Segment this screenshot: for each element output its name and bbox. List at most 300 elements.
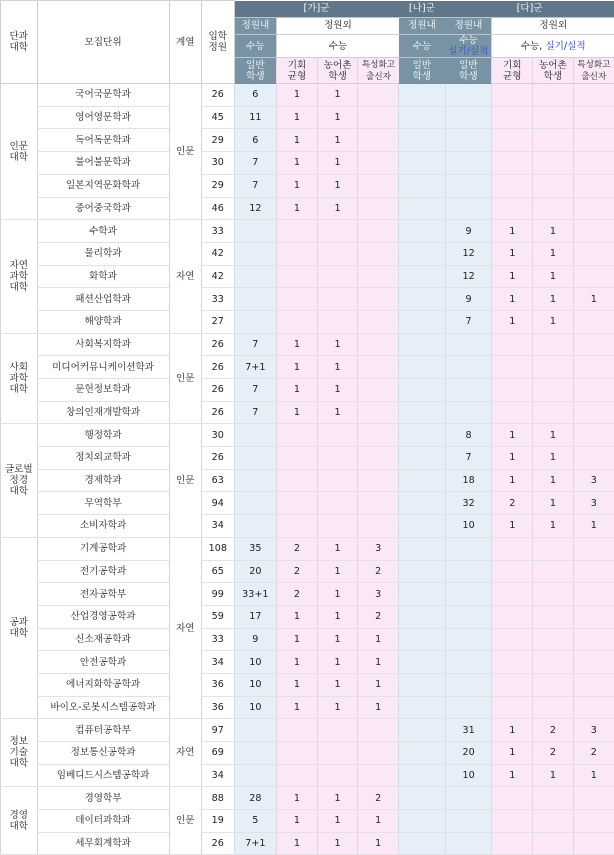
total-quota: 34: [202, 651, 234, 674]
da-general-cell: [445, 152, 492, 175]
department-name: 데이터과학과: [37, 810, 169, 833]
table-row: [1, 742, 614, 765]
da-special-cell: [573, 401, 614, 424]
total-quota: 30: [202, 152, 234, 175]
da-equal-cell: 1: [492, 424, 533, 447]
da-general-cell: 18: [445, 469, 492, 492]
ga-rural-cell: 1: [317, 605, 358, 628]
ga-general-cell: 10: [234, 673, 277, 696]
da-general-cell: [445, 810, 492, 833]
na-general-cell: [399, 537, 446, 560]
department-name: 물리학과: [37, 242, 169, 265]
ga-equal-cell: 1: [277, 84, 318, 107]
department-name: 일본지역문화학과: [37, 174, 169, 197]
total-quota: 26: [202, 333, 234, 356]
table-row: [1, 696, 614, 719]
na-general-cell: [399, 424, 446, 447]
da-rural-cell: 1: [533, 220, 574, 243]
da-equal-cell: [492, 651, 533, 674]
da-equal-cell: [492, 401, 533, 424]
ga-equal-cell: [277, 220, 318, 243]
ga-general-cell: [234, 242, 277, 265]
ga-general-cell: [234, 469, 277, 492]
da-general-cell: [445, 333, 492, 356]
da-general-cell: [445, 787, 492, 810]
table-row: [1, 310, 614, 333]
na-general-cell: [399, 174, 446, 197]
da-special-cell: [573, 356, 614, 379]
ga-special-cell: [358, 719, 399, 742]
total-quota: 26: [202, 401, 234, 424]
da-general-cell: [445, 129, 492, 152]
ga-equal-cell: 2: [277, 537, 318, 560]
ga-rural-cell: [317, 242, 358, 265]
header-ga-group: [가]군: [234, 1, 399, 18]
da-equal-cell: [492, 333, 533, 356]
table-row: [1, 197, 614, 220]
da-special-cell: 1: [573, 288, 614, 311]
ga-general-cell: 33+1: [234, 583, 277, 606]
da-special-cell: [573, 106, 614, 129]
ga-general-cell: [234, 265, 277, 288]
ga-general-cell: 11: [234, 106, 277, 129]
header-da-rural: 농어촌 학생: [533, 58, 574, 84]
da-general-cell: [445, 832, 492, 855]
ga-rural-cell: 1: [317, 84, 358, 107]
da-rural-cell: 1: [533, 515, 574, 538]
ga-equal-cell: 2: [277, 583, 318, 606]
ga-equal-cell: 1: [277, 174, 318, 197]
da-special-cell: [573, 174, 614, 197]
total-quota: 26: [202, 356, 234, 379]
header-ga-out-quota: 정원외: [277, 18, 399, 35]
department-name: 패션산업학과: [37, 288, 169, 311]
da-general-cell: 9: [445, 220, 492, 243]
table-row: [1, 401, 614, 424]
ga-rural-cell: 1: [317, 379, 358, 402]
table-row: [1, 265, 614, 288]
ga-general-cell: [234, 310, 277, 333]
da-rural-cell: 1: [533, 492, 574, 515]
na-general-cell: [399, 673, 446, 696]
da-equal-cell: [492, 152, 533, 175]
ga-equal-cell: [277, 265, 318, 288]
ga-general-cell: 6: [234, 84, 277, 107]
department-name: 영어영문학과: [37, 106, 169, 129]
na-general-cell: [399, 583, 446, 606]
ga-special-cell: 3: [358, 537, 399, 560]
da-general-cell: 7: [445, 310, 492, 333]
da-special-cell: [573, 424, 614, 447]
da-special-cell: [573, 560, 614, 583]
da-general-cell: 20: [445, 742, 492, 765]
ga-rural-cell: 1: [317, 696, 358, 719]
ga-special-cell: 1: [358, 696, 399, 719]
table-row: [1, 84, 614, 107]
ga-special-cell: [358, 447, 399, 470]
da-general-cell: [445, 356, 492, 379]
ga-rural-cell: 1: [317, 673, 358, 696]
na-general-cell: [399, 356, 446, 379]
da-rural-cell: [533, 401, 574, 424]
table-row: [1, 673, 614, 696]
da-special-cell: [573, 696, 614, 719]
da-special-cell: [573, 447, 614, 470]
total-quota: 33: [202, 288, 234, 311]
da-equal-cell: [492, 832, 533, 855]
ga-rural-cell: [317, 764, 358, 787]
da-special-cell: [573, 537, 614, 560]
ga-equal-cell: 1: [277, 651, 318, 674]
da-general-cell: [445, 106, 492, 129]
ga-rural-cell: 1: [317, 401, 358, 424]
ga-general-cell: [234, 742, 277, 765]
da-general-cell: 8: [445, 424, 492, 447]
na-general-cell: [399, 651, 446, 674]
total-quota: 26: [202, 447, 234, 470]
da-rural-cell: [533, 673, 574, 696]
department-name: 전자공학부: [37, 583, 169, 606]
ga-special-cell: [358, 288, 399, 311]
da-special-cell: [573, 197, 614, 220]
da-general-cell: [445, 174, 492, 197]
ga-rural-cell: 1: [317, 356, 358, 379]
na-general-cell: [399, 310, 446, 333]
department-name: 세무회계학과: [37, 832, 169, 855]
da-rural-cell: [533, 106, 574, 129]
college-name: 글로벌 정경 대학: [1, 424, 38, 537]
da-equal-cell: [492, 696, 533, 719]
ga-general-cell: 7: [234, 174, 277, 197]
ga-rural-cell: [317, 288, 358, 311]
ga-equal-cell: 1: [277, 333, 318, 356]
da-equal-cell: [492, 537, 533, 560]
da-equal-cell: [492, 379, 533, 402]
na-general-cell: [399, 787, 446, 810]
total-quota: 63: [202, 469, 234, 492]
total-quota: 29: [202, 129, 234, 152]
department-name: 국어국문학과: [37, 84, 169, 107]
total-quota: 46: [202, 197, 234, 220]
da-equal-cell: [492, 810, 533, 833]
ga-equal-cell: 1: [277, 787, 318, 810]
line-name: 자연: [169, 220, 201, 333]
table-row: [1, 220, 614, 243]
header-da-suneung-out: 수능, 실기/실적: [492, 35, 614, 58]
table-row: [1, 651, 614, 674]
line-name: 자연: [169, 537, 201, 719]
ga-equal-cell: [277, 469, 318, 492]
ga-special-cell: [358, 764, 399, 787]
ga-equal-cell: [277, 764, 318, 787]
header-unit: 모집단위: [37, 1, 169, 84]
na-general-cell: [399, 129, 446, 152]
ga-special-cell: [358, 379, 399, 402]
da-rural-cell: [533, 605, 574, 628]
da-general-cell: [445, 197, 492, 220]
na-general-cell: [399, 84, 446, 107]
da-general-cell: 9: [445, 288, 492, 311]
department-name: 화학과: [37, 265, 169, 288]
ga-special-cell: [358, 174, 399, 197]
da-rural-cell: [533, 537, 574, 560]
header-college: 단과 대학: [1, 1, 38, 84]
da-equal-cell: 1: [492, 288, 533, 311]
total-quota: 94: [202, 492, 234, 515]
department-name: 수학과: [37, 220, 169, 243]
da-special-cell: [573, 84, 614, 107]
ga-equal-cell: 1: [277, 696, 318, 719]
ga-general-cell: 7: [234, 401, 277, 424]
da-equal-cell: [492, 583, 533, 606]
da-rural-cell: [533, 197, 574, 220]
table-row: [1, 583, 614, 606]
header-ga-general: 일반 학생: [234, 58, 277, 84]
ga-special-cell: [358, 84, 399, 107]
ga-rural-cell: 1: [317, 651, 358, 674]
table-row: [1, 515, 614, 538]
ga-rural-cell: 1: [317, 628, 358, 651]
da-rural-cell: [533, 787, 574, 810]
da-equal-cell: [492, 84, 533, 107]
ga-general-cell: 7: [234, 333, 277, 356]
da-general-cell: [445, 560, 492, 583]
ga-special-cell: 1: [358, 810, 399, 833]
ga-general-cell: [234, 764, 277, 787]
ga-rural-cell: [317, 719, 358, 742]
ga-equal-cell: 1: [277, 197, 318, 220]
ga-general-cell: [234, 288, 277, 311]
da-rural-cell: [533, 174, 574, 197]
ga-equal-cell: [277, 310, 318, 333]
da-special-cell: [573, 605, 614, 628]
department-name: 정치외교학과: [37, 447, 169, 470]
ga-rural-cell: 1: [317, 174, 358, 197]
ga-general-cell: 7+1: [234, 356, 277, 379]
da-equal-cell: [492, 673, 533, 696]
da-special-cell: [573, 265, 614, 288]
total-quota: 26: [202, 379, 234, 402]
da-rural-cell: [533, 356, 574, 379]
da-equal-cell: 1: [492, 764, 533, 787]
ga-rural-cell: [317, 310, 358, 333]
da-general-cell: 10: [445, 764, 492, 787]
table-row: [1, 560, 614, 583]
ga-general-cell: 20: [234, 560, 277, 583]
na-general-cell: [399, 469, 446, 492]
department-name: 문헌정보학과: [37, 379, 169, 402]
table-header: [1, 1, 614, 84]
table-row: [1, 379, 614, 402]
na-general-cell: [399, 401, 446, 424]
department-name: 경제학과: [37, 469, 169, 492]
da-special-cell: [573, 810, 614, 833]
department-name: 미디어커뮤니케이션학과: [37, 356, 169, 379]
ga-special-cell: [358, 242, 399, 265]
header-ga-suneung-in: 수능: [234, 35, 277, 58]
ga-equal-cell: 1: [277, 832, 318, 855]
ga-general-cell: 28: [234, 787, 277, 810]
ga-equal-cell: [277, 515, 318, 538]
ga-special-cell: [358, 310, 399, 333]
da-special-cell: [573, 129, 614, 152]
department-name: 사회복지학과: [37, 333, 169, 356]
ga-rural-cell: [317, 265, 358, 288]
table-row: [1, 832, 614, 855]
da-general-cell: [445, 651, 492, 674]
ga-equal-cell: 1: [277, 379, 318, 402]
da-rural-cell: [533, 628, 574, 651]
header-da-equal: 기회 균형: [492, 58, 533, 84]
line-name: 인문: [169, 84, 201, 220]
header-line: 계열: [169, 1, 201, 84]
da-general-cell: [445, 379, 492, 402]
da-rural-cell: 1: [533, 424, 574, 447]
ga-rural-cell: 1: [317, 787, 358, 810]
ga-special-cell: 2: [358, 787, 399, 810]
da-general-cell: 31: [445, 719, 492, 742]
ga-equal-cell: 2: [277, 560, 318, 583]
total-quota: 42: [202, 242, 234, 265]
na-general-cell: [399, 492, 446, 515]
na-general-cell: [399, 764, 446, 787]
department-name: 전기공학과: [37, 560, 169, 583]
header-ga-in-quota: 정원내: [234, 18, 277, 35]
ga-special-cell: [358, 333, 399, 356]
table-row: [1, 537, 614, 560]
ga-equal-cell: [277, 742, 318, 765]
total-quota: 26: [202, 832, 234, 855]
ga-rural-cell: 1: [317, 583, 358, 606]
na-general-cell: [399, 220, 446, 243]
table-row: [1, 628, 614, 651]
da-special-cell: [573, 333, 614, 356]
header-da-special: 특성화고 출신자: [573, 58, 614, 84]
ga-special-cell: [358, 515, 399, 538]
da-general-cell: [445, 401, 492, 424]
da-equal-cell: 2: [492, 492, 533, 515]
da-rural-cell: [533, 583, 574, 606]
da-rural-cell: 2: [533, 742, 574, 765]
na-general-cell: [399, 333, 446, 356]
total-quota: 26: [202, 84, 234, 107]
da-general-cell: [445, 628, 492, 651]
header-da-suneung-in: 수능 실기/실적: [445, 35, 492, 58]
da-equal-cell: 1: [492, 242, 533, 265]
da-equal-cell: [492, 174, 533, 197]
ga-general-cell: 6: [234, 129, 277, 152]
da-equal-cell: 1: [492, 265, 533, 288]
ga-special-cell: [358, 129, 399, 152]
da-equal-cell: [492, 106, 533, 129]
na-general-cell: [399, 742, 446, 765]
table-row: [1, 492, 614, 515]
department-name: 안전공학과: [37, 651, 169, 674]
da-special-cell: [573, 628, 614, 651]
ga-rural-cell: 1: [317, 152, 358, 175]
total-quota: 36: [202, 696, 234, 719]
ga-special-cell: [358, 401, 399, 424]
da-equal-cell: [492, 129, 533, 152]
ga-rural-cell: [317, 447, 358, 470]
department-name: 컴퓨터공학부: [37, 719, 169, 742]
da-rural-cell: [533, 810, 574, 833]
total-quota: 69: [202, 742, 234, 765]
ga-special-cell: [358, 742, 399, 765]
table-row: [1, 356, 614, 379]
ga-special-cell: [358, 492, 399, 515]
table-body: [1, 84, 614, 855]
na-general-cell: [399, 447, 446, 470]
ga-equal-cell: [277, 288, 318, 311]
na-general-cell: [399, 810, 446, 833]
na-general-cell: [399, 242, 446, 265]
da-special-cell: 3: [573, 719, 614, 742]
ga-general-cell: [234, 424, 277, 447]
header-na-group: [나]군: [399, 1, 446, 18]
header-ga-equal: 기회 균형: [277, 58, 318, 84]
ga-rural-cell: [317, 492, 358, 515]
da-rural-cell: [533, 129, 574, 152]
da-general-cell: [445, 696, 492, 719]
total-quota: 34: [202, 515, 234, 538]
department-name: 창의인재개발학과: [37, 401, 169, 424]
da-rural-cell: [533, 560, 574, 583]
na-general-cell: [399, 197, 446, 220]
ga-special-cell: 1: [358, 651, 399, 674]
table-row: [1, 152, 614, 175]
ga-rural-cell: 1: [317, 129, 358, 152]
da-general-cell: 10: [445, 515, 492, 538]
ga-equal-cell: [277, 424, 318, 447]
ga-equal-cell: [277, 242, 318, 265]
ga-general-cell: 35: [234, 537, 277, 560]
ga-special-cell: [358, 265, 399, 288]
da-rural-cell: 1: [533, 288, 574, 311]
ga-equal-cell: 1: [277, 810, 318, 833]
ga-rural-cell: 1: [317, 106, 358, 129]
total-quota: 99: [202, 583, 234, 606]
department-name: 기계공학과: [37, 537, 169, 560]
da-rural-cell: 1: [533, 469, 574, 492]
ga-special-cell: 2: [358, 560, 399, 583]
ga-special-cell: [358, 469, 399, 492]
total-quota: 33: [202, 628, 234, 651]
na-general-cell: [399, 379, 446, 402]
da-special-cell: [573, 787, 614, 810]
total-quota: 29: [202, 174, 234, 197]
da-rural-cell: 2: [533, 719, 574, 742]
line-name: 자연: [169, 719, 201, 787]
department-name: 독어독문학과: [37, 129, 169, 152]
header-ga-special: 특성화고 출신자: [358, 58, 399, 84]
ga-special-cell: [358, 220, 399, 243]
ga-general-cell: 7: [234, 152, 277, 175]
na-general-cell: [399, 288, 446, 311]
da-equal-cell: [492, 560, 533, 583]
ga-general-cell: [234, 492, 277, 515]
ga-equal-cell: 1: [277, 356, 318, 379]
da-equal-cell: [492, 605, 533, 628]
total-quota: 34: [202, 764, 234, 787]
department-name: 임베디드시스템공학과: [37, 764, 169, 787]
ga-rural-cell: 1: [317, 832, 358, 855]
department-name: 에너지화학공학과: [37, 673, 169, 696]
department-name: 경영학부: [37, 787, 169, 810]
na-general-cell: [399, 628, 446, 651]
total-quota: 27: [202, 310, 234, 333]
da-rural-cell: 1: [533, 764, 574, 787]
